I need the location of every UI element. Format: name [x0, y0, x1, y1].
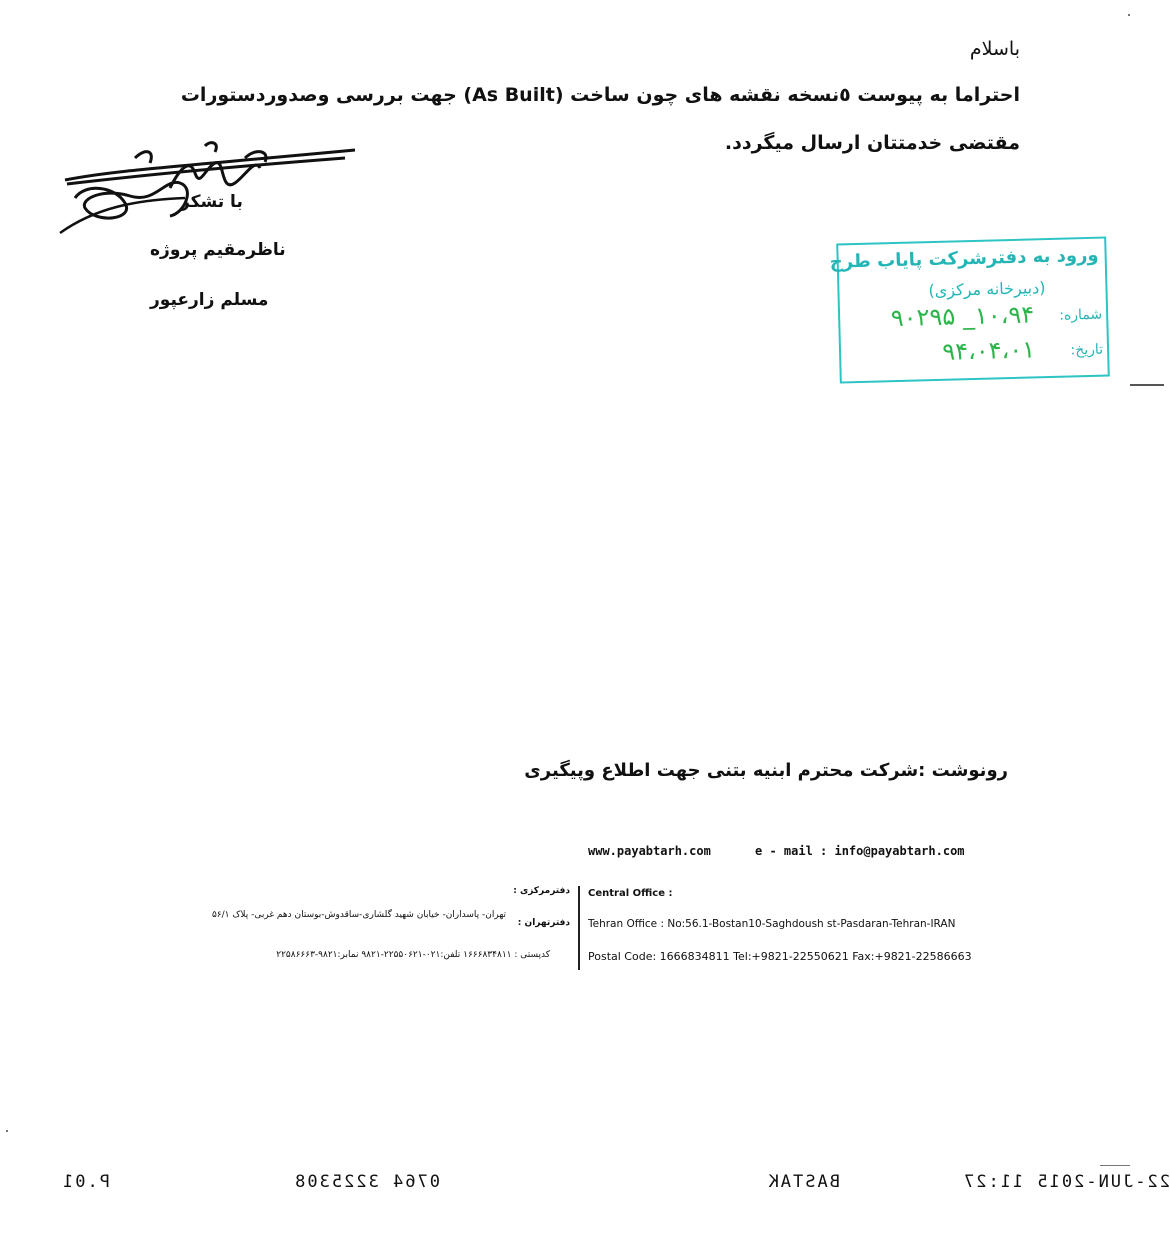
- postal-line-en: Postal Code: 1666834811 Tel:+9821-22550621 Fax:+9821-22586663: [588, 950, 972, 963]
- signer-name: مسلم زارعپور: [150, 290, 269, 310]
- letter-body-line-1: احتراما به پیوست ٥نسخه نقشه های چون ساخت (As Built) جهت بررسی وصدوردستورات: [180, 84, 1020, 106]
- handwritten-signature: [55, 138, 365, 238]
- stamp-number-label: شماره:: [1059, 306, 1103, 324]
- fax-number: 0764 3225308: [293, 1172, 440, 1192]
- closing-text: با تشکر: [180, 192, 243, 212]
- stamp-date-value: ۹۴،۰۴،۰۱: [941, 335, 1036, 366]
- contacts-fa: کدپستی : ۱۶۶۶۸۳۴۸۱۱ تلفن:۰۲۱-۲۲۵۵۰۶۲۱-۹۸۲۱ نمابر:۹۸۲۱-۲۲۵۸۶۶۶۳: [276, 950, 550, 960]
- fax-datetime: 22-JUN-2015 11:27: [962, 1172, 1170, 1192]
- receipt-stamp: [829, 236, 1110, 383]
- scan-speck: [6, 1130, 8, 1132]
- fax-header-line: [40, 1172, 1170, 1202]
- scan-speck: [1128, 14, 1130, 16]
- fax-sender: BASTAK: [766, 1172, 840, 1192]
- stamp-date-label: تاریخ:: [1070, 341, 1104, 359]
- website-text: www.payabtarh.com: [588, 844, 711, 858]
- email-text: e - mail : info@payabtarh.com: [755, 844, 965, 858]
- address-fa: تهران- پاسداران- خیابان شهید گلشاری-ساقدوش-بوستان دهم غربی- پلاک ۵۶/۱: [211, 910, 506, 920]
- stamp-subtitle: (دبیرخانه مرکزی): [928, 278, 1046, 301]
- central-office-en: Central Office :: [588, 888, 673, 899]
- scan-speck: [1100, 1165, 1130, 1166]
- signer-role: ناظرمقیم پروژه: [150, 240, 286, 260]
- stamp-number-value: ۱۰،۹۴_ ۹۰۲۹۵: [890, 300, 1035, 333]
- margin-dash: [1130, 384, 1164, 386]
- fax-page: P.01: [61, 1172, 110, 1192]
- cc-line: رونوشت :شرکت محترم ابنیه بتنی جهت اطلاع وپیگیری: [524, 760, 1008, 781]
- greeting: باسلام: [969, 38, 1020, 60]
- footer-divider: [578, 886, 580, 970]
- tehran-office-fa: دفترتهران :: [517, 918, 570, 928]
- stamp-title: ورود به دفترشرکت پایاب طرح: [829, 244, 1099, 273]
- central-office-fa: دفترمرکزی :: [513, 886, 570, 896]
- letter-body-line-2: مقتضی خدمتتان ارسال میگردد.: [724, 132, 1020, 154]
- tehran-office-en: Tehran Office : No:56.1-Bostan10-Saghdoush st-Pasdaran-Tehran-IRAN: [588, 918, 956, 930]
